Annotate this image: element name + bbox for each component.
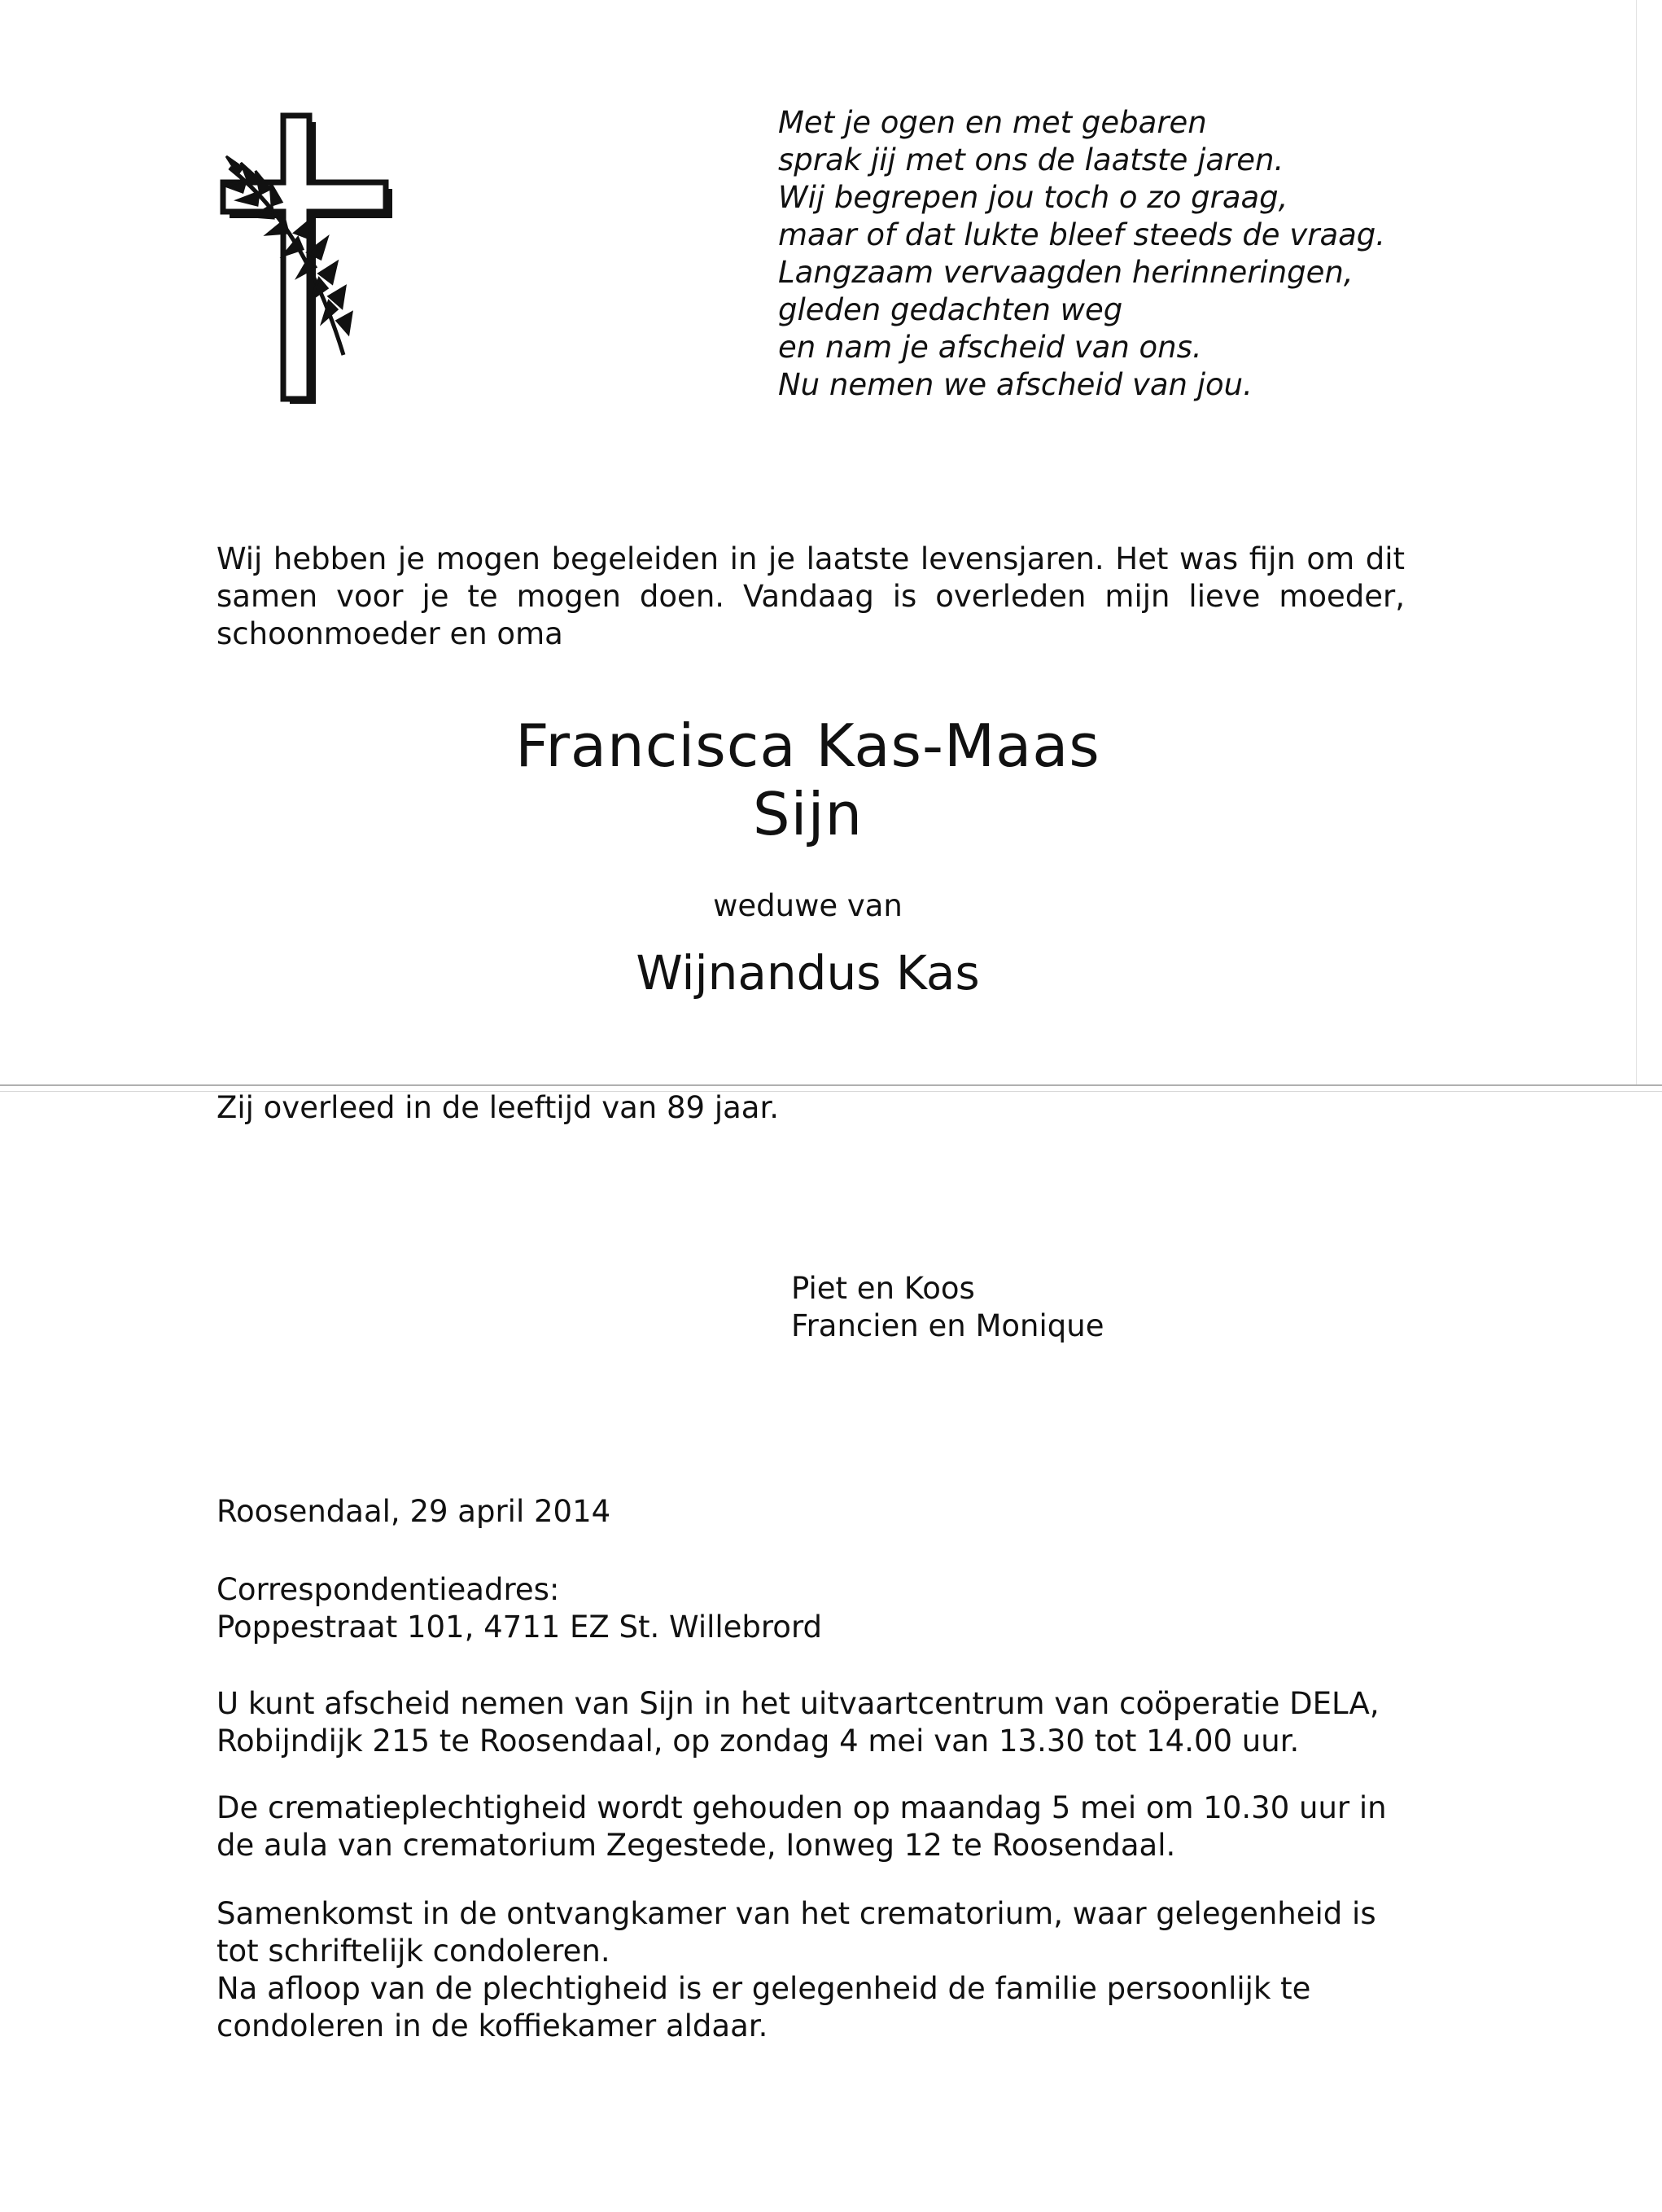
gathering-line: condoleren in de koffiekamer aldaar. <box>216 2008 768 2043</box>
age-line: Zij overleed in de leeftijd van 89 jaar. <box>216 1090 780 1125</box>
fold-line-vertical <box>1636 0 1637 1086</box>
cremation-paragraph <box>216 1789 1405 1864</box>
poem-line: en nam je afscheid van ons. <box>778 330 1202 365</box>
correspondence-value: Poppestraat 101, 4711 EZ St. Willebrord <box>216 1610 822 1645</box>
gathering-line: Na afloop van de plechtigheid is er gelegenheid de familie persoonlijk te <box>216 1971 1311 2006</box>
gathering-line: tot schriftelijk condoleren. <box>216 1934 610 1969</box>
poem-line: Met je ogen en met gebaren <box>778 105 1207 140</box>
poem-line: sprak jij met ons de laatste jaren. <box>778 142 1284 177</box>
husband-name: Wijnandus Kas <box>636 945 980 1001</box>
family-line: Piet en Koos <box>791 1271 975 1306</box>
widow-label: weduwe van <box>713 888 903 923</box>
poem-line: Langzaam vervaagden herinneringen, <box>778 255 1354 290</box>
poem <box>778 104 1592 404</box>
gathering-line: Samenkomst in de ontvangkamer van het crematorium, waar gelegenheid is <box>216 1896 1376 1931</box>
family-signatories <box>791 1270 1104 1345</box>
place-date: Roosendaal, 29 april 2014 <box>216 1494 611 1529</box>
cremation-line: De crematieplechtigheid wordt gehouden op maandag 5 mei om 10.30 uur in <box>216 1790 1387 1825</box>
correspondence-label: Correspondentieadres: <box>216 1572 560 1607</box>
cross-with-palm-icon <box>213 111 392 404</box>
deceased-name <box>0 712 1616 848</box>
visit-line: Robijndijk 215 te Roosendaal, op zondag 4 mei van 13.30 tot 14.00 uur. <box>216 1724 1300 1759</box>
deceased-full-name: Francisca Kas-Maas <box>515 712 1100 780</box>
poem-line: Wij begrepen jou toch o zo graag, <box>778 180 1288 215</box>
poem-line: gleden gedachten weg <box>778 292 1123 327</box>
poem-line: maar of dat lukte bleef steeds de vraag. <box>778 217 1386 252</box>
cremation-line: de aula van crematorium Zegestede, Ionweg 12 te Roosendaal. <box>216 1828 1176 1863</box>
deceased-nickname: Sijn <box>752 780 864 848</box>
correspondence-address <box>216 1571 822 1646</box>
fold-line <box>0 1084 1662 1086</box>
family-line: Francien en Monique <box>791 1308 1104 1343</box>
gathering-paragraph <box>216 1895 1405 2045</box>
poem-line: Nu nemen we afscheid van jou. <box>778 367 1253 402</box>
visit-line: U kunt afscheid nemen van Sijn in het uitvaartcentrum van coöperatie DELA, <box>216 1686 1380 1721</box>
intro-paragraph: Wij hebben je mogen begeleiden in je laatste levensjaren. Het was fijn om dit samen voor je te mogen doen. Vandaag is overleden mijn lieve moeder, schoonmoeder en oma <box>216 541 1405 651</box>
visit-paragraph <box>216 1685 1405 1760</box>
